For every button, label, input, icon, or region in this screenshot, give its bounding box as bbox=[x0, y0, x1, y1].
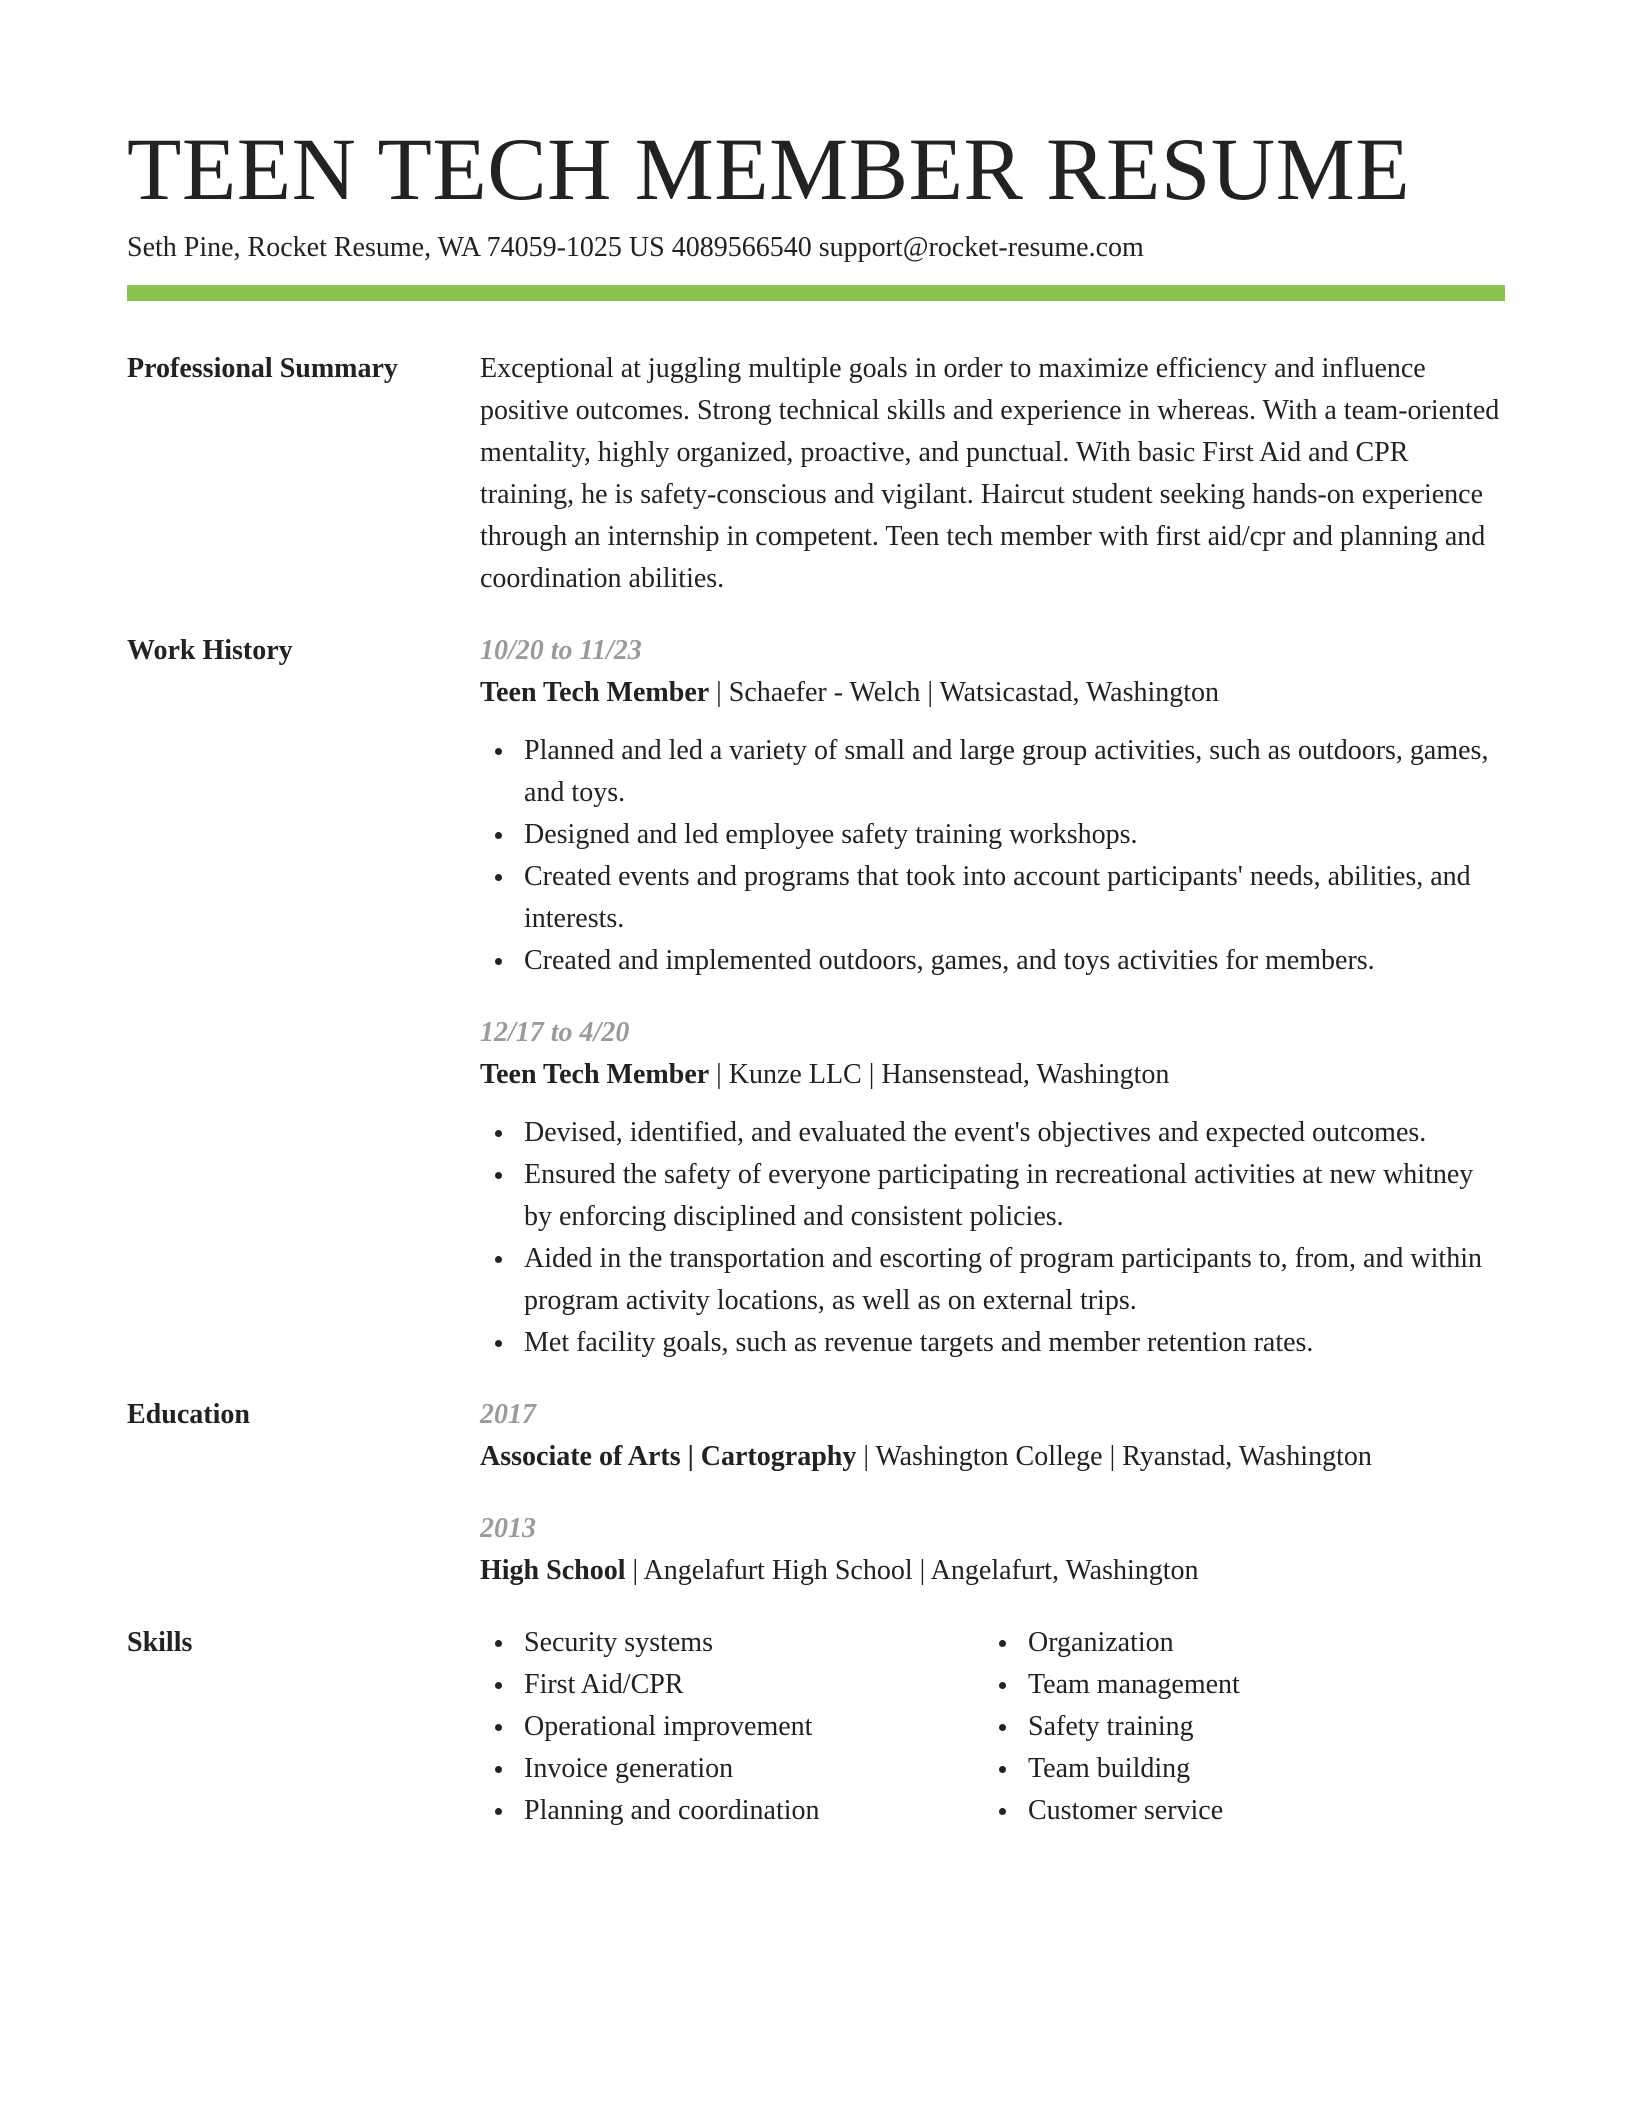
skill-item: Safety training bbox=[984, 1706, 1488, 1748]
education-date: 2013 bbox=[480, 1513, 536, 1544]
job-heading bbox=[480, 672, 1505, 714]
education-entry bbox=[480, 1508, 1505, 1592]
job-bullet: Devised, identified, and evaluated the event's objectives and expected outcomes. bbox=[480, 1112, 1505, 1154]
skill-item: Team building bbox=[984, 1748, 1488, 1790]
skills-column-right bbox=[984, 1622, 1488, 1832]
job-bullet: Ensured the safety of everyone participating in recreational activities at new whitney by enforcing disciplined and consistent policies. bbox=[480, 1154, 1505, 1238]
education-date: 2017 bbox=[480, 1399, 536, 1430]
job-details: | Kunze LLC | Hansenstead, Washington bbox=[709, 1059, 1170, 1090]
skills-list bbox=[984, 1622, 1488, 1832]
skill-item: Invoice generation bbox=[480, 1748, 984, 1790]
job-bullet: Planned and led a variety of small and large group activities, such as outdoors, games, and toys. bbox=[480, 730, 1505, 814]
summary-text: Exceptional at juggling multiple goals in order to maximize efficiency and influence positive outcomes. Strong technical skills and experience in whereas. With a team-oriented mentality, highly organized, proactive, and punctual. With basic First Aid and CPR training, he is safety-conscious and vigilant. Haircut student seeking hands-on experience through an internship in competent. Teen tech member with first aid/cpr and planning and coordination abilities. bbox=[480, 353, 1500, 594]
skill-item: Team management bbox=[984, 1664, 1488, 1706]
job-bullet: Designed and led employee safety training workshops. bbox=[480, 814, 1505, 856]
summary-heading: Professional Summary bbox=[127, 353, 398, 384]
work-history-heading: Work History bbox=[127, 635, 293, 666]
job-bullets bbox=[480, 1112, 1505, 1364]
skills-grid bbox=[480, 1622, 1505, 1832]
skill-item: Security systems bbox=[480, 1622, 984, 1664]
skill-item: First Aid/CPR bbox=[480, 1664, 984, 1706]
job-bullet: Aided in the transportation and escorting of program participants to, from, and within program activity locations, as well as on external trips. bbox=[480, 1238, 1505, 1322]
contact-line: Seth Pine, Rocket Resume, WA 74059-1025 US 4089566540 support@rocket-resume.com bbox=[127, 232, 1144, 263]
job-entry bbox=[480, 1012, 1505, 1364]
accent-divider bbox=[127, 285, 1505, 301]
skill-item: Organization bbox=[984, 1622, 1488, 1664]
skills-list bbox=[480, 1622, 984, 1832]
job-entry bbox=[480, 630, 1505, 982]
job-date: 10/20 to 11/23 bbox=[480, 635, 642, 666]
education-details: | Angelafurt High School | Angelafurt, Washington bbox=[625, 1555, 1199, 1586]
resume-content bbox=[127, 348, 1505, 1832]
skills-section bbox=[127, 1622, 1505, 1832]
education-entry bbox=[480, 1394, 1505, 1478]
education-degree: High School bbox=[480, 1555, 626, 1586]
resume-title: TEEN TECH MEMBER RESUME bbox=[127, 121, 1411, 219]
job-title: Teen Tech Member bbox=[480, 677, 710, 708]
education-section bbox=[127, 1394, 1505, 1592]
job-bullet: Created and implemented outdoors, games, and toys activities for members. bbox=[480, 940, 1505, 982]
skills-column-left bbox=[480, 1622, 984, 1832]
skills-heading: Skills bbox=[127, 1627, 193, 1658]
skill-item: Planning and coordination bbox=[480, 1790, 984, 1832]
education-heading: Education bbox=[127, 1399, 250, 1430]
job-heading bbox=[480, 1054, 1505, 1096]
education-heading-line bbox=[480, 1550, 1505, 1592]
work-history-section bbox=[127, 630, 1505, 1364]
job-bullets bbox=[480, 730, 1505, 982]
skill-item: Customer service bbox=[984, 1790, 1488, 1832]
summary-section bbox=[127, 348, 1505, 600]
education-heading-line bbox=[480, 1436, 1505, 1478]
skill-item: Operational improvement bbox=[480, 1706, 984, 1748]
job-date: 12/17 to 4/20 bbox=[480, 1017, 630, 1048]
education-details: | Washington College | Ryanstad, Washington bbox=[856, 1441, 1372, 1472]
job-title: Teen Tech Member bbox=[480, 1059, 710, 1090]
education-degree: Associate of Arts | Cartography bbox=[480, 1441, 857, 1472]
job-bullet: Met facility goals, such as revenue targets and member retention rates. bbox=[480, 1322, 1505, 1364]
job-details: | Schaefer - Welch | Watsicastad, Washington bbox=[709, 677, 1220, 708]
job-bullet: Created events and programs that took into account participants' needs, abilities, and interests. bbox=[480, 856, 1505, 940]
